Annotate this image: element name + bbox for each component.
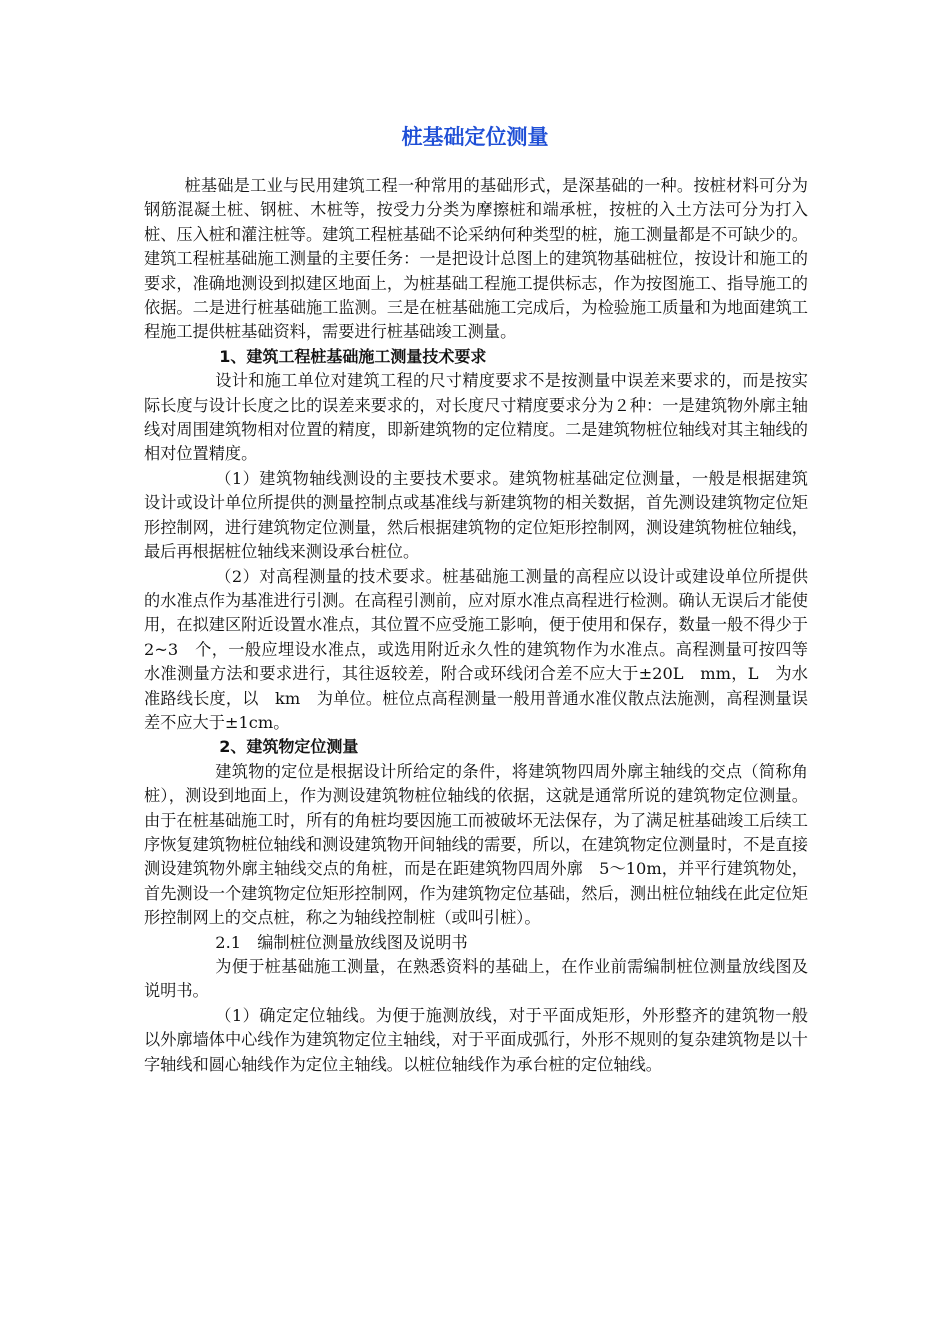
subsection-2-1-paragraph-1: 为便于桩基础施工测量，在熟悉资料的基础上，在作业前需编制桩位测量放线图及说明书。 <box>144 957 808 1001</box>
section-1-paragraph-2: （1）建筑物轴线测设的主要技术要求。建筑物桩基础定位测量，一般是根据建筑设计或设计单位所提供的测量控制点或基准线与新建筑物的相关数据，首先测设建筑物定位矩形控制网，进行建筑物定位测量，然后根据建筑物的定位矩形控制网，测设建筑物桩位轴线，最后再根据桩位轴线来测设承台桩位。 <box>144 468 808 562</box>
document-body <box>144 174 825 1077</box>
section-2-heading: 2、建筑物定位测量 <box>219 737 359 757</box>
subsection-2-1-heading: 2.1 编制桩位测量放线图及说明书 <box>215 932 468 952</box>
section-1-paragraph-3: （2）对高程测量的技术要求。桩基础施工测量的高程应以设计或建设单位所提供的水准点作为基准进行引测。在高程引测前，应对原水准点高程进行检测。确认无误后才能使用，在拟建区附近设置水准点，其位置不应受施工影响，便于使用和保存，数量一般不得少于 2~3 个，一般应埋设水准点，或选用附近永久性的建筑物作为水准点。高程测量可按四等水准测量方法和要求进行，其往返较差，附合或环线闭合差不应大于±20L mm，L 为水准路线长度，以 km 为单位。桩位点高程测量一般用普通水准仪散点法施测，高程测量误差不应大于±1cm。 <box>144 566 825 732</box>
intro-paragraph: 桩基础是工业与民用建筑工程一种常用的基础形式，是深基础的一种。按桩材料可分为钢筋混凝土桩、钢桩、木桩等，按受力分类为摩擦桩和端承桩，按桩的入土方法可分为打入桩、压入桩和灌注桩等。建筑工程桩基础不论采纳何种类型的桩，施工测量都是不可缺少的。建筑工程桩基础施工测量的主要任务：一是把设计总图上的建筑物基础桩位，按设计和施工的要求，准确地测设到拟建区地面上，为桩基础工程施工提供标志，作为按图施工、指导施工的依据。二是进行桩基础施工监测。三是在桩基础施工完成后，为检验施工质量和为地面建筑工程施工提供桩基础资料，需要进行桩基础竣工测量。 <box>144 176 808 342</box>
subsection-2-1-paragraph-2: （1）确定定位轴线。为便于施测放线，对于平面成矩形，外形整齐的建筑物一般以外廓墙体中心线作为建筑物定位主轴线，对于平面成弧行，外形不规则的复杂建筑物是以十字轴线和圆心轴线作为定位主轴线。以桩位轴线作为承台桩的定位轴线。 <box>144 1005 808 1074</box>
document-title: 桩基础定位测量 <box>401 125 549 149</box>
section-1-paragraph-1: 设计和施工单位对建筑工程的尺寸精度要求不是按测量中误差来要求的，而是按实际长度与设计长度之比的误差来要求的，对长度尺寸精度要求分为２种：一是建筑物外廓主轴线对周围建筑物相对位置的精度，即新建筑物的定位精度。二是建筑物桩位轴线对其主轴线的相对位置精度。 <box>144 371 808 464</box>
section-2-paragraph-1: 建筑物的定位是根据设计所给定的条件，将建筑物四周外廓主轴线的交点（简称角桩），测设到地面上，作为测设建筑物桩位轴线的依据，这就是通常所说的建筑物定位测量。由于在桩基础施工时，所有的角桩均要因施工而被破坏无法保存，为了满足桩基础竣工后续工序恢复建筑物桩位轴线和测设建筑物开间轴线的需要，所以，在建筑物定位测量时，不是直接测设建筑物外廓主轴线交点的角桩，而是在距建筑物四周外廓 5～10m，并平行建筑物处，首先测设一个建筑物定位矩形控制网，作为建筑物定位基础，然后，测出桩位轴线在此定位矩形控制网上的交点桩，称之为轴线控制桩（或叫引桩）。 <box>144 761 808 928</box>
section-1-heading: 1、建筑工程桩基础施工测量技术要求 <box>219 346 487 366</box>
